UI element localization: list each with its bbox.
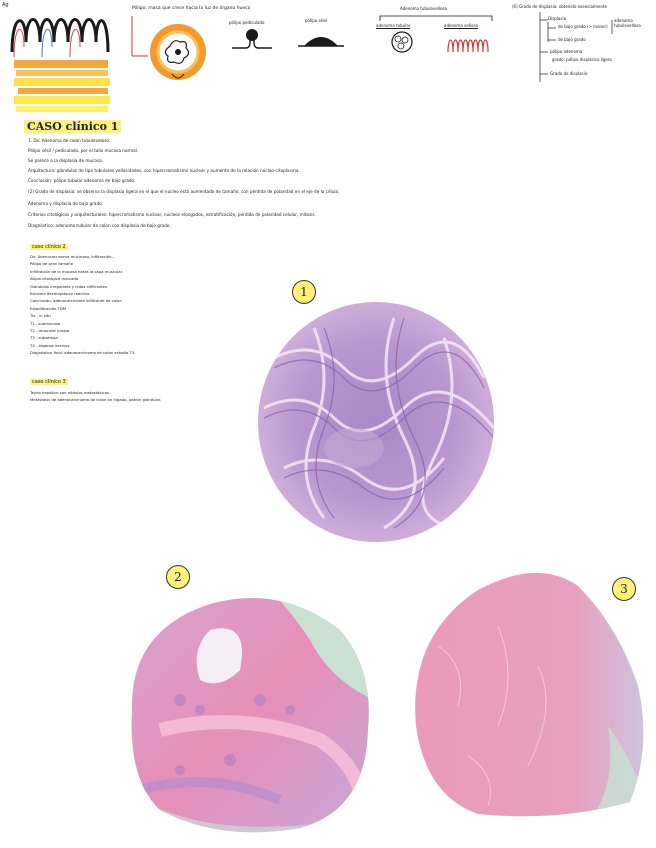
case2-line: Atipia citológica marcada [30,276,79,282]
case2-line: Glándulas irregulares y nidos infiltrantes [30,283,107,289]
case2-line: Pólipo de gran tamaño [30,261,73,267]
pedunculated-polyp-diagram [232,28,272,52]
case2-line: Tis - in situ [30,313,51,319]
case1-line: 1. Dx: Adenoma de colon tubuloveloso. [28,138,111,143]
figure-label-1: 1 [292,280,316,304]
adenoma-tubular-label: adenoma tubular [376,23,411,28]
case3-body [30,389,230,403]
case2-line: Dx: Adenocarcinoma mucinoso, infiltración... [30,254,116,259]
colon-cross-section-diagram [128,12,210,88]
villi-label: Ag [2,2,9,8]
classification-item: grado: pólipo displásico ligero [552,57,612,62]
adenoma-title: Adenoma tubulovelloso [400,6,448,11]
case2-line: Diagnóstico final: adenocarcinoma de colon estadio T3. [30,350,136,356]
sessile-polyp-diagram [298,28,344,50]
classification-item: adenoma tubulovelloso [614,18,641,28]
case3-line: Metástasis de adenocarcinoma de colon en hígado, patrón glandular. [30,397,162,402]
classification-item: de bajo grado [558,37,586,42]
case1-line: Conclusión: pólipo tubular adenoma de bajo grado. [28,178,136,183]
polyp-headline: Pólipo: masa que crece hacia la luz de órgano hueco [132,6,251,11]
histology-slide-1 [254,298,498,546]
case2-line: Conclusión: adenocarcinoma infiltrante de colon [30,298,122,304]
villous-adenoma-diagram [446,32,490,52]
case2-line: T2 - muscular propia [30,328,70,334]
case1-line: Adenoma y displasia de bajo grado. [28,201,103,206]
case1-question: (2) Grado de displasia: se observa la displasia ligera en el que el núcleo está aumentado de tamaño, con pérdida de polaridad en el eje de la célula. [28,189,340,194]
tubular-adenoma-diagram [390,31,414,53]
case1-line: Diagnóstico: adenoma tubular de colon con displasia de bajo grado. [28,223,171,228]
adenoma-bracket [376,12,496,22]
case2-line: Infiltración de la mucosa hasta la capa muscular. [30,268,124,274]
figure-label-2: 2 [166,565,190,589]
case2-line: Estroma desmoplásico reactivo [30,291,90,297]
sesil-label: pólipo sésil [305,18,328,23]
case1-line: Se parece a la displasia de mucosa. [28,158,104,163]
classification-title: (6) Grado de displasia: obtenido esencialmente [512,4,608,9]
case1-line: Criterios citológicos y arquitecturales: hipercromatismo nuclear, núcleos elongados, estratificación, pérdida de polaridad celular, mitosis. [28,212,316,217]
case2-body [30,253,230,357]
classification-item: Displasia [548,16,567,21]
case2-line: T1 - submucosa [30,320,61,326]
case1-title: CASO clínico 1 [24,120,121,133]
histology-slide-2 [120,590,374,836]
villi-diagram [4,2,114,114]
case1-body [28,138,618,229]
case2-title: caso clínico 2 [32,244,66,250]
pediculado-label: pólipo pediculado [229,20,265,25]
case1-line: Pólipo sésil / pediculado, por el tallo mucosa normal. [28,148,139,153]
case3-line: Tejido hepático con nódulos metastásicos. [30,390,111,395]
classification-item: Grado de displasia [550,71,588,76]
figure-label-3: 3 [612,577,636,601]
histology-slide-3 [408,566,652,822]
case1-line: Arquitectura: glándulas de tipo tubulares vellosidades, con hipercromatismo nuclear y aumento de la relación núcleo-citoplasma. [28,168,300,173]
adenoma-velloso-label: adenoma velloso [444,23,479,28]
case2-line: T4 - órganos vecinos [30,342,70,348]
classification-item: pólipo adenoma [550,49,583,54]
case2-line: Estadificación TNM [30,305,66,311]
case3-title: caso clínico 3 [32,379,66,385]
case2-line: T3 - subserosa [30,335,58,341]
classification-item: de bajo grado (> menor) [558,24,608,29]
